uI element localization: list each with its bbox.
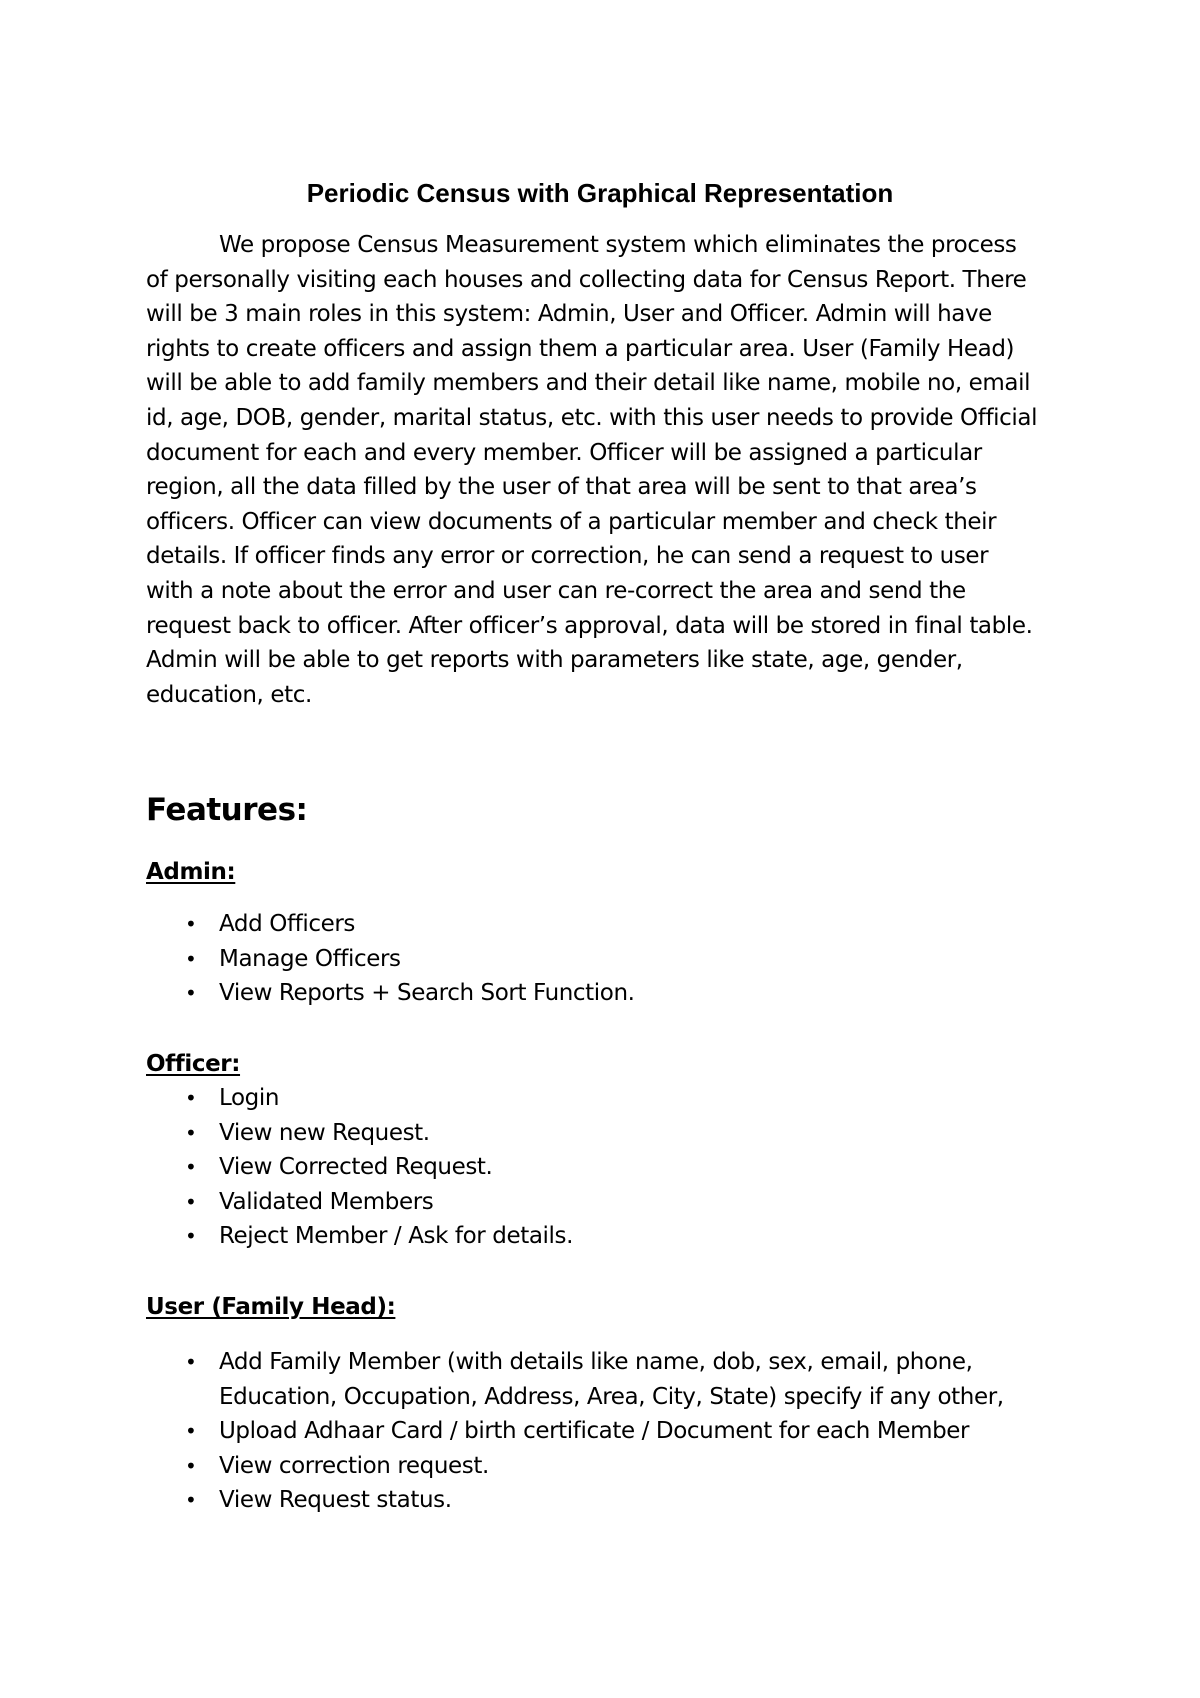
paragraph-line: We propose Census Measurement system which eliminates the process [219, 232, 1017, 258]
paragraph-line: region, all the data filled by the user of that area will be sent to that area’s [146, 474, 977, 501]
list-item-text: Add Family Member (with details like name, dob, sex, email, phone, [219, 1349, 973, 1375]
paragraph-line: rights to create officers and assign them a particular area. User (Family Head) [146, 335, 1015, 362]
list-item [146, 1150, 573, 1185]
bullet-icon: • [185, 912, 197, 936]
admin-heading: Admin: [146, 859, 236, 885]
list-item-text: View Reports + Search Sort Function. [219, 980, 635, 1007]
bullet-icon: • [185, 1155, 197, 1180]
list-item [146, 1116, 573, 1151]
list-item-text: Validated Members [219, 1188, 434, 1215]
list-item-text: View new Request. [219, 1119, 430, 1146]
paragraph-line: request back to officer. After officer’s approval, data will be stored in final table. [146, 612, 1033, 639]
paragraph-line: id, age, DOB, gender, marital status, etc. with this user needs to provide Official [146, 404, 1038, 431]
list-item-text: Upload Adhaar Card / birth certificate / Document for each Member [219, 1418, 970, 1445]
list-item [146, 1081, 573, 1116]
list-item [146, 1483, 1004, 1518]
paragraph-line: will be 3 main roles in this system: Admin, User and Officer. Admin will have [146, 301, 992, 328]
list-item-text: View Request status. [219, 1487, 452, 1514]
bullet-icon: • [185, 1120, 197, 1145]
list-item [146, 1414, 1004, 1449]
list-item [146, 907, 635, 942]
list-item-text-continued: Education, Occupation, Address, Area, City, State) specify if any other, [219, 1383, 1004, 1410]
paragraph-line: of personally visiting each houses and collecting data for Census Report. There [146, 266, 1027, 293]
paragraph-line: will be able to add family members and their detail like name, mobile no, email [146, 370, 1031, 397]
features-heading: Features: [146, 792, 308, 828]
bullet-icon: • [185, 1419, 197, 1444]
bullet-icon: • [185, 981, 197, 1006]
list-item-text: View correction request. [219, 1452, 489, 1479]
bullet-icon: • [185, 1453, 197, 1478]
officer-feature-list [146, 1081, 573, 1254]
paragraph-line: document for each and every member. Officer will be assigned a particular [146, 439, 982, 466]
bullet-icon: • [185, 946, 197, 971]
user-feature-list [146, 1345, 1004, 1518]
list-item [146, 1219, 573, 1254]
list-item [146, 942, 635, 977]
bullet-icon: • [185, 1350, 197, 1374]
bullet-icon: • [185, 1488, 197, 1513]
intro-paragraph [146, 228, 1066, 712]
list-item-text: View Corrected Request. [219, 1154, 493, 1181]
admin-feature-list [146, 907, 635, 1011]
list-item-text: Manage Officers [219, 945, 401, 972]
paragraph-line: with a note about the error and user can re-correct the area and send the [146, 577, 966, 604]
list-item [146, 1345, 1004, 1414]
bullet-icon: • [185, 1224, 197, 1249]
paragraph-line: education, etc. [146, 681, 312, 708]
list-item [146, 1185, 573, 1220]
paragraph-line: officers. Officer can view documents of a particular member and check their [146, 508, 997, 535]
paragraph-line: details. If officer finds any error or correction, he can send a request to user [146, 543, 989, 570]
list-item-text: Reject Member / Ask for details. [219, 1223, 574, 1250]
list-item-text: Login [219, 1085, 280, 1111]
document-title: Periodic Census with Graphical Representation [306, 178, 894, 208]
list-item [146, 976, 635, 1011]
paragraph-line: Admin will be able to get reports with parameters like state, age, gender, [146, 647, 963, 674]
list-item-text: Add Officers [219, 911, 355, 937]
bullet-icon: • [185, 1086, 197, 1110]
user-heading: User (Family Head): [146, 1294, 396, 1320]
list-item [146, 1449, 1004, 1484]
officer-heading: Officer: [146, 1051, 241, 1077]
bullet-icon: • [185, 1189, 197, 1214]
